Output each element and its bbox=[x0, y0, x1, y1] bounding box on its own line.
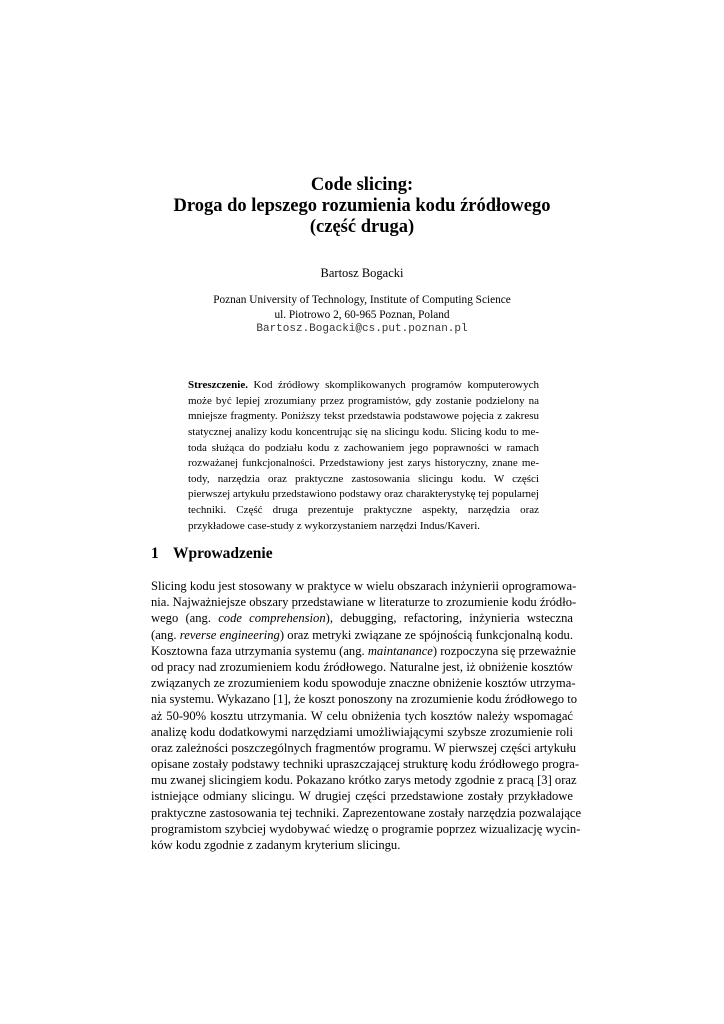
body-line: istniejące odmiany slicingu. W drugiej części przedstawione zostały przykładowe bbox=[151, 789, 573, 804]
body-line: programistom szybciej wydobywać wiedzę o programie poprzez wizualizację wycin- bbox=[151, 821, 581, 836]
body-line: aż 50-90% kosztu utrzymania. W celu obniżenia tych kosztów należy wspomagać bbox=[151, 708, 573, 723]
body-line: nia. Najważniejsze obszary przedstawiane w literaturze to zrozumienie kodu źródło- bbox=[151, 595, 577, 610]
body-line: ków kodu zgodnie z zadanym kryterium slicingu. bbox=[151, 838, 401, 852]
abstract bbox=[188, 378, 539, 534]
abstract-line: toda służąca do podziału kodu z zachowaniem jego poprawności w ramach bbox=[188, 441, 539, 454]
abstract-label: Streszczenie. bbox=[188, 379, 248, 391]
affiliation-institution: Poznan University of Technology, Institute of Computing Science bbox=[213, 294, 511, 306]
body-line: oraz zależności poszczególnych fragmentów programu. W pierwszej części artykułu bbox=[151, 740, 577, 755]
author-email[interactable]: Bartosz.Bogacki@cs.put.poznan.pl bbox=[256, 323, 468, 336]
section-number: 1 bbox=[151, 545, 159, 562]
abstract-line: rozważanej funkcjonalności. Przedstawiony jest zarys historyczny, znane me- bbox=[188, 457, 539, 470]
affiliation-address: ul. Piotrowo 2, 60-965 Poznan, Poland bbox=[274, 308, 450, 321]
abstract-line: pierwszej artykułu przedstawiono podstawy oraz charakterystykę tej popularnej bbox=[188, 488, 539, 501]
body-line: (ang. reverse engineering) oraz metryki związane ze spójnością funkcjonalną kodu. bbox=[151, 627, 573, 642]
title-line-2: Droga do lepszego rozumienia kodu źródłowego bbox=[173, 196, 551, 216]
abstract-line: mniejsze fragmenty. Poniższy tekst przedstawia podstawowe pojęcia z zakresu bbox=[188, 410, 539, 423]
paper-title bbox=[100, 175, 624, 238]
body-line: praktyczne zastosowania tej techniki. Zaprezentowane zostały narzędzia pozwalające bbox=[151, 805, 582, 820]
abstract-line: Streszczenie. Kod źródłowy skomplikowanych programów komputerowych bbox=[188, 379, 539, 391]
author-name: Bartosz Bogacki bbox=[320, 266, 404, 280]
body-line: od pracy nad zrozumieniem kodu źródłowego. Naturalne jest, iż obniżenie kosztów bbox=[151, 659, 573, 674]
abstract-line: techniki. Część druga prezentuje praktyczne aspekty, narzędzia oraz bbox=[188, 504, 539, 517]
body-line: Kosztowna faza utrzymania systemu (ang. maintanance) rozpoczyna się przeważnie bbox=[151, 643, 576, 658]
body-line: analizę kodu dodatkowymi narzędziami umożliwiającymi szybsze zrozumienie roli bbox=[151, 724, 573, 739]
body-line: opisane zostały podstawy techniki upraszczającej strukturę kodu źródłowego progra- bbox=[151, 757, 580, 772]
body-paragraph bbox=[151, 578, 582, 853]
abstract-line: statycznej analizy kodu koncentrując się na slicingu kodu. Slicing kodu to me- bbox=[188, 425, 539, 438]
body-line: związanych ze zrozumieniem kodu spowoduje znaczne obniżenie kosztów utrzyma- bbox=[151, 676, 576, 691]
section-title: Wprowadzenie bbox=[173, 545, 273, 562]
body-line: Slicing kodu jest stosowany w praktyce w wielu obszarach inżynierii oprogramowa- bbox=[151, 579, 577, 593]
term-italic: code comprehension bbox=[218, 611, 326, 626]
title-line-3: (część druga) bbox=[309, 217, 415, 237]
section-heading bbox=[151, 545, 273, 563]
title-line-1: Code slicing: bbox=[310, 175, 414, 195]
body-line: mu zwanej slicingiem kodu. Pokazano krótko zarys metody zgodnie z pracą [3] oraz bbox=[151, 773, 577, 788]
abstract-line: przykładowe case-study z wykorzystaniem narzędzi Indus/Kaveri. bbox=[188, 519, 480, 532]
abstract-line: tody, narzędzia oraz praktyczne zastosowania slicingu kodu. W części bbox=[188, 472, 539, 485]
body-line: wego (ang. code comprehension), debugging, refactoring, inżynieria wsteczna bbox=[151, 611, 573, 626]
affiliation bbox=[100, 293, 624, 337]
term-italic: maintanance bbox=[367, 643, 433, 658]
abstract-line: może być lepiej zrozumiany przez programistów, gdy zostanie podzielony na bbox=[188, 394, 539, 407]
body-line: nia systemu. Wykazano [1], że koszt ponoszony na zrozumienie kodu źródłowego to bbox=[151, 692, 578, 707]
term-italic: reverse engineering bbox=[179, 627, 280, 642]
